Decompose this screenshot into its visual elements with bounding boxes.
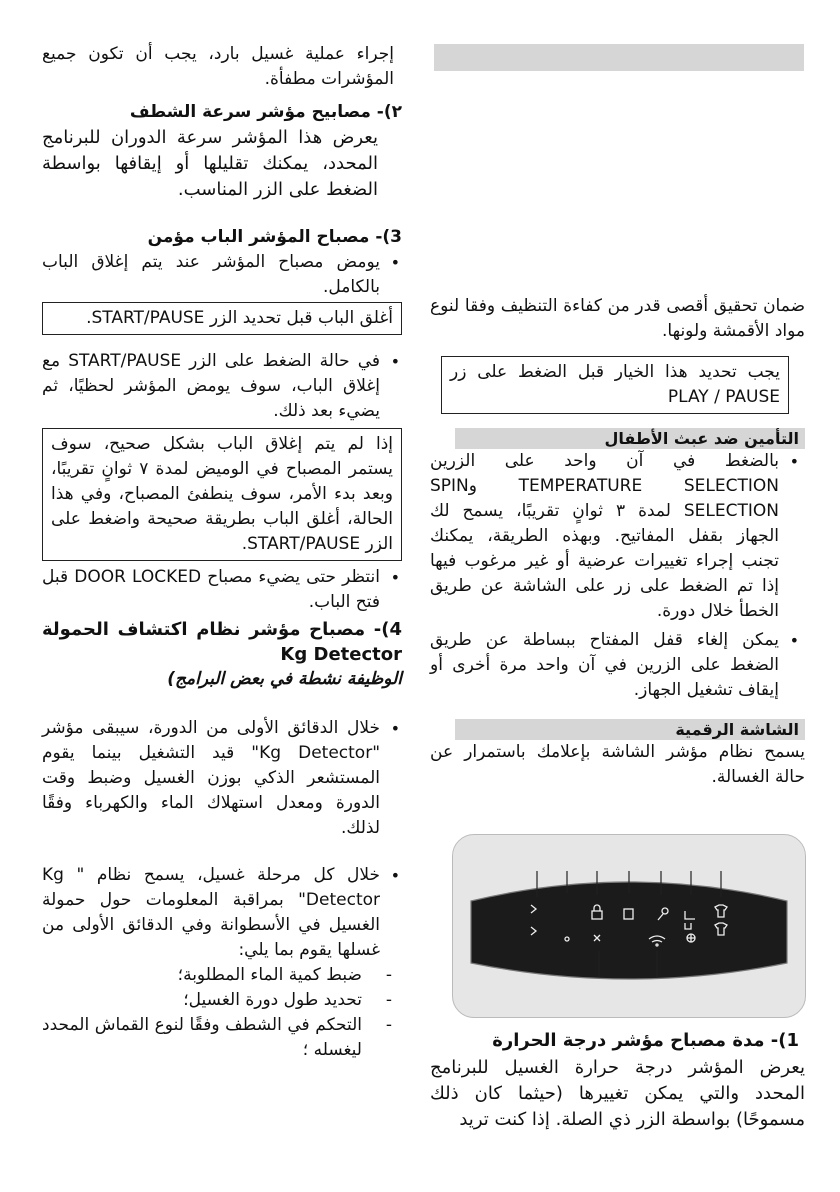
section-4-heading: 4)- مصباح مؤشر نظام اكتشاف الحمولة Kg Detector <box>42 619 402 665</box>
display-panel-frame <box>452 834 806 1018</box>
child-lock-heading: التأمين ضد عبث الأطفال <box>455 428 805 449</box>
section-4-bullet-1: • خلال الدقائق الأولى من الدورة، سيبقى مؤشر "Kg Detector" قيد التشغيل بينما يقوم المستشعر الذكي بوزن الغسيل وضبط وقت الدورة ومعدل استهلاك الماء والكهرباء وفقًا لذلك. <box>42 716 402 841</box>
list-item: - التحكم في الشطف وفقًا لنوع القماش المحدد ليغسله ؛ <box>42 1013 402 1063</box>
section-2-heading: ٢)- مصابيح مؤشر سرعة الشطف <box>129 102 402 122</box>
section-3-bullet-3: • انتظر حتى يضيء مصباح DOOR LOCKED قبل فتح الباب. <box>42 565 402 615</box>
note-select-before-play: يجب تحديد هذا الخيار قبل الضغط على زر PLAY / PAUSE <box>441 356 789 414</box>
note-close-door: أغلق الباب قبل تحديد الزر START/PAUSE. <box>42 302 402 335</box>
section-3-bullet-2: • في حالة الضغط على الزر START/PAUSE مع إغلاق الباب، سوف يومض المؤشر لحظيًا، ثم يضيء بعد ذلك. <box>42 349 402 424</box>
digital-display-heading: الشاشة الرقمية <box>455 719 805 740</box>
display-panel <box>453 835 805 1017</box>
fan-icon <box>687 934 695 942</box>
top-gray-bar <box>434 44 804 71</box>
child-lock-bullet-2: • يمكن إلغاء قفل المفتاح ببساطة عن طريق الضغط على الزرين في آن واحد مرة أخرى أو إيقاف تشغيل الجهاز. <box>430 628 801 703</box>
section-3-heading: 3)- مصباح المؤشر الباب مؤمن <box>147 227 402 247</box>
section-3-bullet-1: • يومض مصباح المؤشر عند يتم إغلاق الباب بالكامل. <box>42 250 402 300</box>
list-item: - ضبط كمية الماء المطلوبة؛ <box>42 963 402 988</box>
section-4-bullet-2: • خلال كل مرحلة غسيل، يسمح نظام " Kg Detector" بمراقبة المعلومات حول حمولة الغسيل في الأسطوانة وفي الدقائق الأولى من غسلها يقوم بما يلي: <box>42 863 402 963</box>
digital-display-text: يسمح نظام مؤشر الشاشة بإعلامك باستمرار عن حالة الغسالة. <box>430 742 805 787</box>
child-lock-bullet-1: • بالضغط في آن واحد على الزرين TEMPERATURE SELECTION وSPIN SELECTION لمدة ٣ ثوانٍ تقريبًا، يسمح لك الجهاز بقفل المفاتيح. وبهذه الطريقة، يمكنك تجنب إجراء تغييرات عرضية أو غير مرغوب فيها إذا تم الضغط على زر على الشاشة عن طريق الخطأ خلال دورة. <box>430 449 801 624</box>
section-1-text: يعرض المؤشر درجة حرارة الغسيل للبرنامج المحدد والتي يمكن تغييرها (حيثما كان ذلك مسموحًا) بواسطة الزر ذي الصلة. إذا كنت تريد <box>430 1057 805 1130</box>
section-2-text: يعرض هذا المؤشر سرعة الدوران للبرنامج المحدد، يمكنك تقليلها أو إيقافها بواسطة الضغط على الزر المناسب. <box>42 127 378 200</box>
section-4-subheading: الوظيفة نشطة في بعض البرامج) <box>167 669 402 689</box>
section-1-block <box>430 1028 805 1133</box>
efficiency-paragraph: ضمان تحقيق أقصى قدر من كفاءة التنظيف وفقا لنوع مواد الأقمشة ولونها. <box>430 296 805 341</box>
section-1-heading: 1)- مدة مصباح مؤشر درجة الحرارة <box>492 1030 799 1051</box>
list-item: - تحديد طول دورة الغسيل؛ <box>42 988 402 1013</box>
note-door-not-closed: إذا لم يتم إغلاق الباب بشكل صحيح، سوف يستمر المصباح في الوميض لمدة ٧ ثوانٍ تقريبًا، وبعد بدء الأمر، سوف ينطفئ المصباح، وفي هذا الحالة، أغلق الباب بطريقة صحيحة واضغط على الزر START/PAUSE. <box>42 428 402 561</box>
right-column <box>430 294 805 790</box>
intro-paragraph: إجراء عملية غسيل بارد، يجب أن تكون جميع المؤشرات مطفأة. <box>42 44 394 89</box>
left-column <box>42 42 402 1063</box>
